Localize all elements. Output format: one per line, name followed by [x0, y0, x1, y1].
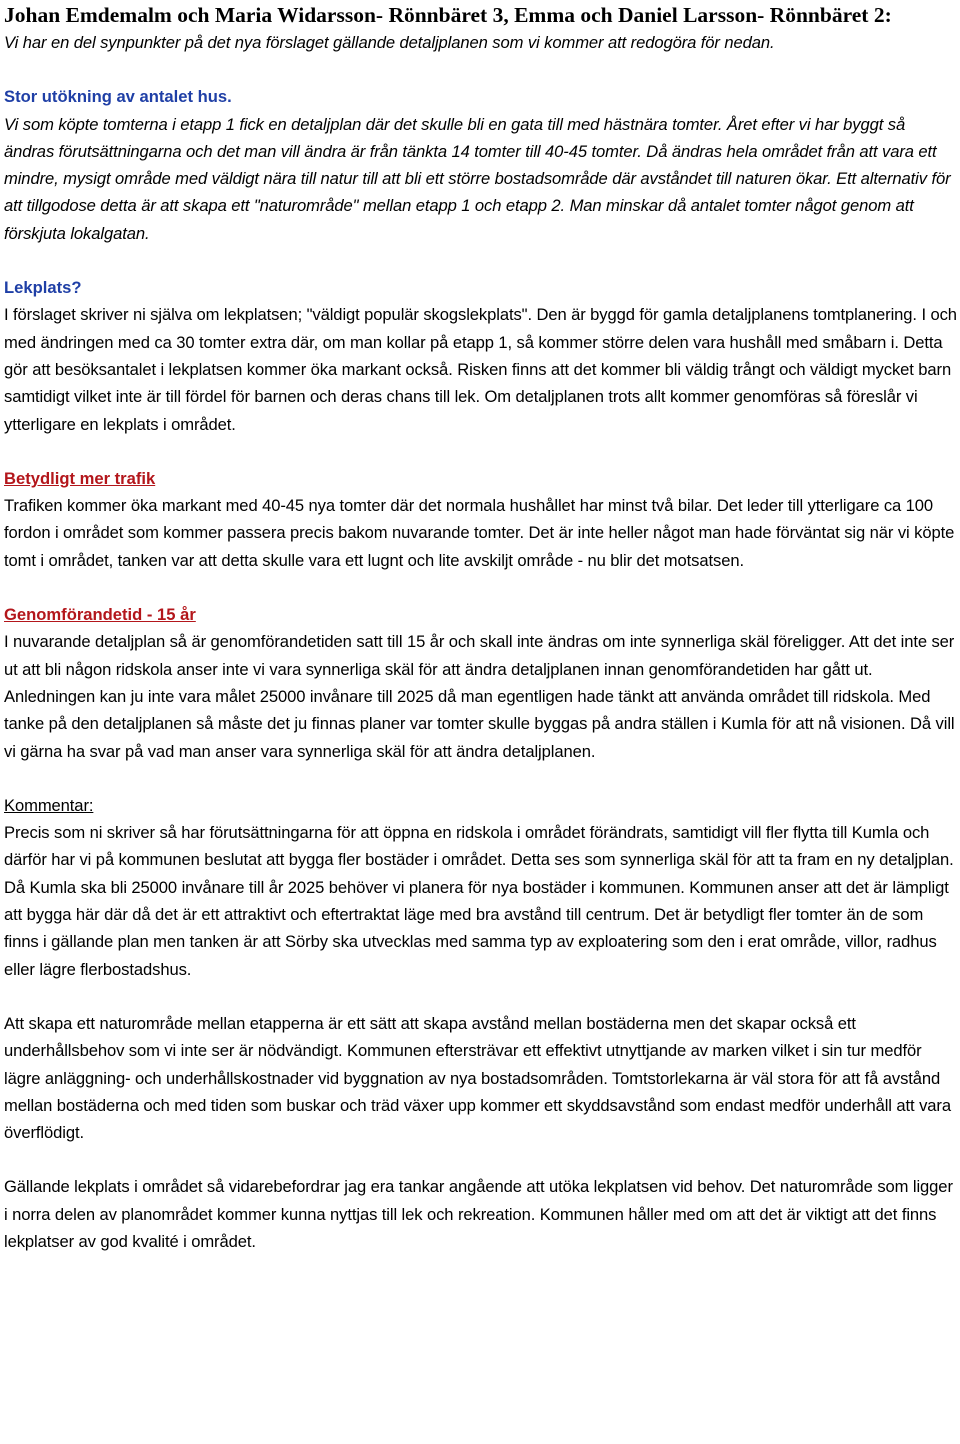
spacer [4, 56, 958, 83]
heading-genomforandetid: Genomförandetid - 15 år [4, 605, 196, 625]
comment-paragraph-1: Precis som ni skriver så har förutsättningarna för att öppna en ridskola i området förändrats, samtidigt vill fler flytta till Kumla och därför har vi på kommunen beslutat att bygga fler bostäder i området. Detta ses som synnerliga skäl för att ta fram en ny detaljplan. Då Kumla ska bli 25000 invånare till år 2025 behöver vi planera för nya bostäder i kommunen. Kommunen anser att det är lämpligt att bygga här där då det är ett attraktivt och eftertraktat läge med bra avstånd till centrum. Det är betydligt fler tomter än de som finns i gällande plan men tanken är att Sörby ska utvecklas med samma typ av exploatering som den i erat område, villor, radhus eller lägre flerbostadshus. [4, 823, 954, 979]
spacer [4, 247, 958, 274]
spacer [4, 765, 958, 792]
paragraph-stor-utokning-italic: Vi som köpte tomterna i etapp 1 fick en detaljplan där det skulle bli en gata till med hästnära tomter. Året efter vi har byggt så ändras förutsättningarna och det man vill ändra är från tänkta 14 tomter till 40-45 tomter. [4, 114, 906, 161]
document-title: Johan Emdemalm och Maria Widarsson- Rönnbäret 3, Emma och Daniel Larsson- Rönnbäret 2: [4, 3, 892, 27]
heading-stor-utokning: Stor utökning av antalet hus. [4, 87, 232, 107]
spacer [4, 438, 958, 465]
document-page [4, 2, 958, 1255]
heading-lekplats: Lekplats? [4, 278, 82, 298]
paragraph-stor-utokning-rest: Då ändras hela området från att vara ett mindre, mysigt område med väldigt nära till natur till att bli ett större bostadsområde där avståndet till naturen ökar. Ett alternativ för att tillgodose detta är att skapa ett "naturområde" mellan etapp 1 och etapp 2. Man minskar då antalet tomter något genom att förskjuta lokalgatan. [4, 141, 951, 243]
paragraph-lekplats: I förslaget skriver ni själva om lekplatsen; "väldigt populär skogslekplats". Den är byggd för gamla detaljplanens tomtplanering. I och med ändringen med ca 30 tomter extra där, om man kollar på etapp 1, så kommer större delen vara hushåll med småbarn i. Detta gör att besöksantalet i lekplatsen kommer öka markant också. Risken finns att det kommer bli väldig trångt och väldigt mycket barn samtidigt vilket inte är till fördel för barnen och deras chans till lek. Om detaljplanen trots allt kommer genomföras så föreslår vi ytterligare en lekplats i området. [4, 305, 957, 434]
intro-paragraph: Vi har en del synpunkter på det nya förslaget gällande detaljplanen som vi kommer att redogöra för nedan. [4, 33, 775, 52]
comment-heading: Kommentar: [4, 795, 94, 815]
comment-paragraph-2: Att skapa ett naturområde mellan etapperna är ett sätt att skapa avstånd mellan bostäderna men det skapar också ett underhållsbehov som vi inte ser är nödvändigt. Kommunen eftersträvar ett effektivt utnyttjande av marken vilket i sin tur medför lägre anläggning- och underhållskostnader vid byggnation av nya bostadsområden. Tomtstorlekarna är väl stora för att få avstånd mellan bostäderna och med tiden som buskar och träd växer upp kommer ett skyddsavstånd som endast medför underhåll att vara överflödigt. [4, 1013, 951, 1143]
spacer [4, 1146, 958, 1173]
paragraph-stor-utokning [4, 111, 958, 247]
spacer [4, 983, 958, 1010]
paragraph-genomforandetid: I nuvarande detaljplan så är genomförandetiden satt till 15 år och skall inte ändras om inte synnerliga skäl föreligger. Att det inte ser ut att bli någon ridskola anser inte vi vara synnerliga skäl för att ändra detaljplanen innan genomförandetiden har gått ut. Anledningen kan ju inte vara målet 25000 invånare till 2025 då man egentligen hade tänkt att använda området till ridskola. Med tanke på den detaljplanen så måste det ju finnas planer var tomter skulle byggas på andra ställen i Kumla för att nå visionen. Då vill vi gärna ha svar på vad man anser vara synnerliga skäl för att ändra detaljplanen. [4, 632, 955, 761]
spacer [4, 574, 958, 601]
comment-paragraph-3: Gällande lekplats i området så vidarebefordrar jag era tankar angående att utöka lekplatsen vid behov. Det naturområde som ligger i norra delen av planområdet kommer kunna nyttjas till lek och rekreation. Kommunen håller med om att det är viktigt att det finns lekplatser av god kvalité i området. [4, 1177, 953, 1251]
heading-trafik: Betydligt mer trafik [4, 468, 156, 488]
paragraph-trafik: Trafiken kommer öka markant med 40-45 nya tomter där det normala hushållet har minst två bilar. Det leder till ytterligare ca 100 fordon i området som kommer passera precis bakom nuvarande tomter. Det är inte heller något man hade förväntat sig när vi köpte tomt i området, tanken var att detta skulle vara ett lugnt och lite avskiljt område - nu blir det motsatsen. [4, 496, 955, 570]
